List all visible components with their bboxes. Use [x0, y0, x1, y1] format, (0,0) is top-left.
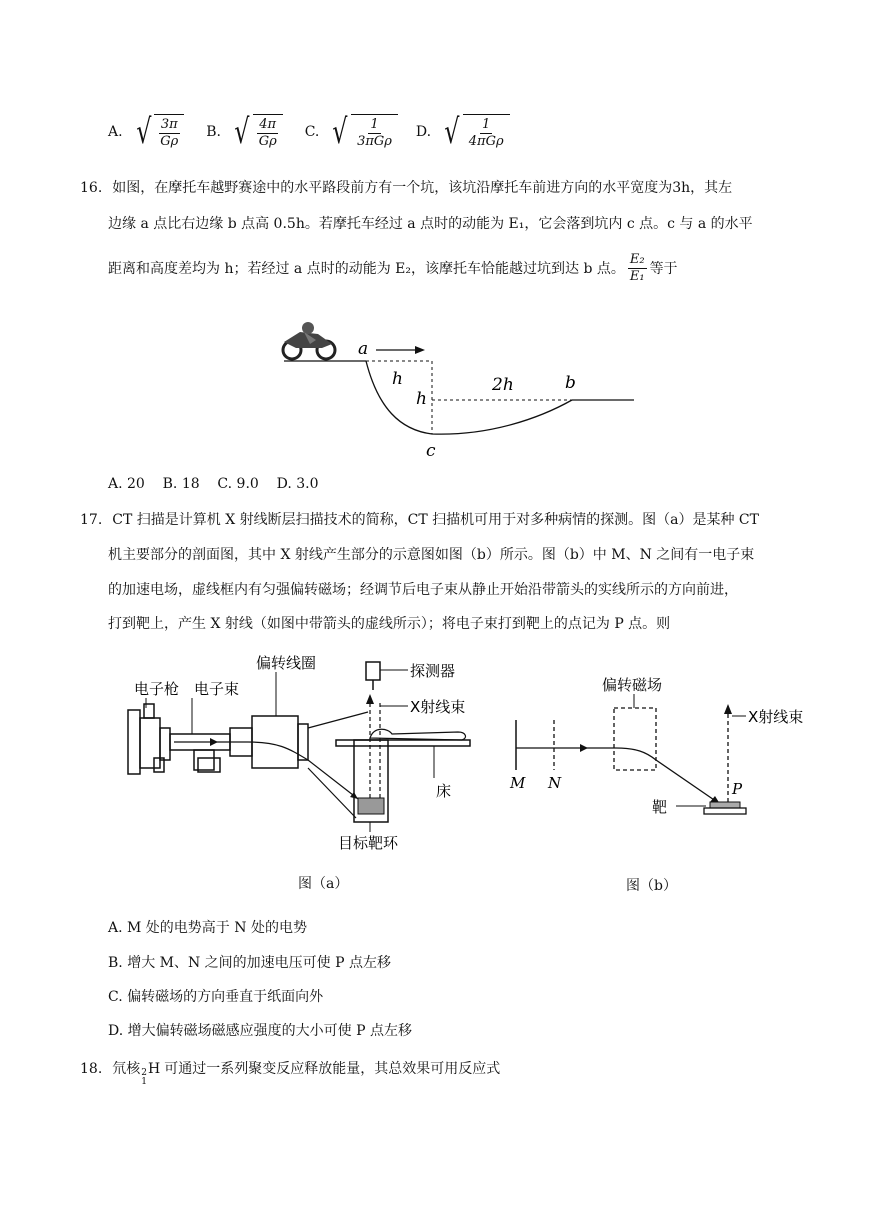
- label-bed: 床: [436, 782, 452, 800]
- q16-line3: 距离和高度差均为 h；若经过 a 点时的动能为 E₂，该摩托车恰能越过坑到达 b 点。 $\frac{\text{E₂}}{\text{E₁}}$ 等于: [108, 252, 678, 284]
- q17-line1: 17. CT 扫描是计算机 X 射线断层扫描技术的简称，CT 扫描机可用于对多种病情的探测。图（a）是某种 CT: [80, 512, 759, 528]
- q18-nuclide-indices: 2 1: [141, 1068, 147, 1087]
- label-deflection-field: 偏转磁场: [602, 676, 663, 694]
- q16-line2: 边缘 a 点比右边缘 b 点高 0.5h。若摩托车经过 a 点时的动能为 E₁，它会落到坑内 c 点。c 与 a 的水平: [108, 216, 753, 232]
- label-electron-beam: 电子束: [194, 680, 240, 698]
- label-h-horizontal: h: [392, 369, 403, 389]
- deflection-field-box: [614, 708, 656, 770]
- q15-option-c: C. √ $\frac{1}{\text{3πGρ}}$: [305, 112, 398, 152]
- label-detector: 探测器: [410, 662, 456, 680]
- label-a: a: [358, 339, 369, 359]
- bed: [336, 740, 470, 746]
- label-target: 靶: [652, 798, 668, 816]
- q17-line3: 的加速电场，虚线框内有匀强偏转磁场；经调节后电子束从静止开始沿带箭头的实线所示的方向前进，: [108, 582, 738, 598]
- q15-options: [108, 112, 510, 152]
- label-n: N: [548, 774, 562, 792]
- label-target-ring: 目标靶环: [338, 834, 399, 852]
- q18-line1: 18. 氘核 2 1 H 可通过一系列聚变反应释放能量，其总效果可用反应式: [80, 1061, 501, 1087]
- figure-a-caption: 图（a）: [298, 876, 349, 892]
- q17-option-c: C. 偏转磁场的方向垂直于纸面向外: [108, 989, 324, 1005]
- label-h-vertical: h: [416, 389, 427, 409]
- q16-pit-diagram: [270, 318, 650, 463]
- label-m: M: [510, 774, 526, 792]
- q17-line4: 打到靶上，产生 X 射线（如图中带箭头的虚线所示）；将电子束打到靶上的点记为 P 点。则: [108, 616, 671, 632]
- patient: [370, 729, 465, 740]
- label-xray-beam: X射线束: [410, 698, 466, 716]
- label-electron-gun: 电子枪: [134, 680, 180, 698]
- motorcycle-icon: [283, 322, 335, 359]
- q15-option-d: D. √ $\frac{1}{\text{4πGρ}}$: [416, 112, 510, 152]
- label-b: b: [565, 373, 576, 393]
- label-2h: 2h: [492, 375, 514, 395]
- q15-option-b: B. √ $\frac{4\pi}{G\rho}$: [206, 112, 282, 152]
- q16-line1: 16. 如图，在摩托车越野赛途中的水平路段前方有一个坑，该坑沿摩托车前进方向的水平宽度为3h，其左: [80, 180, 733, 196]
- detector: [366, 662, 380, 680]
- q16-options: A. 20 B. 18 C. 9.0 D. 3.0: [108, 476, 319, 492]
- q16-ratio: $\frac{\text{E₂}}{\text{E₁}}$: [629, 252, 645, 284]
- q17-option-d: D. 增大偏转磁场磁感应强度的大小可使 P 点左移: [108, 1023, 412, 1039]
- label-deflection-coil: 偏转线圈: [256, 654, 317, 672]
- figure-a-ct-scanner: [118, 648, 498, 858]
- figure-b-xray-schematic: [506, 666, 816, 826]
- label-c: c: [426, 441, 436, 461]
- figure-b-caption: 图（b）: [626, 878, 677, 894]
- target: [710, 802, 740, 808]
- q15-option-a: A. √ $\frac{3\pi}{G\rho}$: [108, 112, 184, 152]
- q17-option-b: B. 增大 M、N 之间的加速电压可使 P 点左移: [108, 955, 391, 971]
- q17-line2: 机主要部分的剖面图，其中 X 射线产生部分的示意图如图（b）所示。图（b）中 M、N 之间有一电子束: [108, 547, 755, 563]
- label-p: P: [732, 780, 743, 798]
- label-xray-beam-b: X射线束: [748, 708, 804, 726]
- q17-option-a: A. M 处的电势高于 N 处的电势: [108, 920, 307, 936]
